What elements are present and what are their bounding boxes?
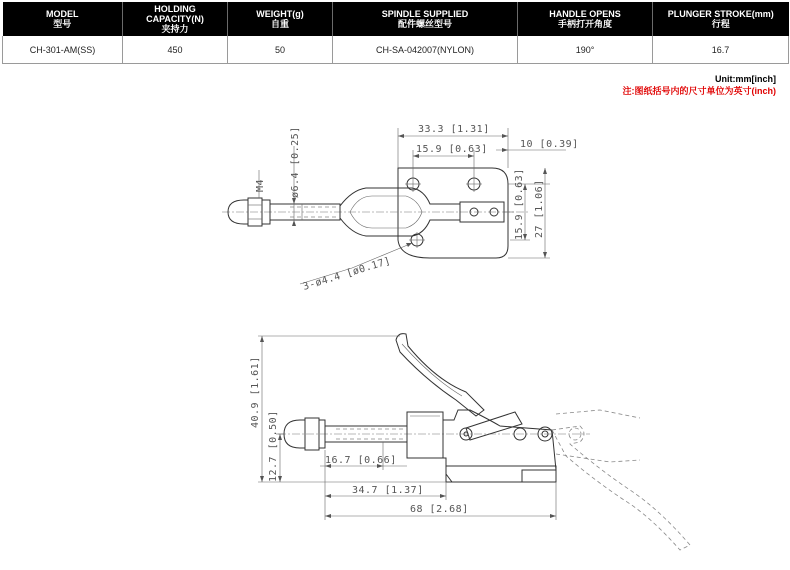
side-handle-open [552, 426, 690, 550]
header-model: MODEL 型号 [3, 2, 123, 36]
side-base [446, 466, 556, 482]
header-handle-opens: HANDLE OPENS 手柄打开角度 [518, 2, 653, 36]
dim-height-total: 27 [1.06] [534, 179, 545, 238]
cell-spindle: CH-SA-042007(NYLON) [333, 36, 518, 64]
header-plunger-stroke: PLUNGER STROKE(mm) 行程 [653, 2, 789, 36]
side-handle [396, 334, 484, 416]
side-link [466, 412, 522, 440]
unit-note-cn: 注:图纸括号内的尺寸单位为英寸(inch) [622, 86, 776, 96]
top-view [222, 124, 579, 293]
dim-rod-dia: ø6.4 [0.25] [290, 126, 301, 198]
cell-handle-opens: 190° [518, 36, 653, 64]
dim-side-overall-length: 68 [2.68] [410, 504, 469, 515]
unit-line: Unit:mm[inch] [715, 74, 776, 84]
cell-model: CH-301-AM(SS) [3, 36, 123, 64]
header-holding-capacity: HOLDING CAPACITY(N) 夹持力 [123, 2, 228, 36]
dim-end-offset: 10 [0.39] [520, 139, 579, 150]
dim-holes: 3-ø4.4 [ø0.17] [301, 255, 393, 293]
dim-side-stroke: 16.7 [0.66] [325, 455, 397, 466]
side-guide [407, 412, 443, 458]
dim-height-inner: 15.9 [0.63] [514, 168, 525, 240]
cell-holding-capacity: 450 [123, 36, 228, 64]
header-spindle: SPINDLE SUPPLIED 配件螺丝型号 [333, 2, 518, 36]
cell-weight: 50 [228, 36, 333, 64]
dim-side-body-length: 34.7 [1.37] [352, 485, 424, 496]
dim-side-height: 40.9 [1.61] [250, 356, 261, 428]
side-view [250, 334, 690, 550]
dim-hole-spacing: 15.9 [0.63] [416, 144, 488, 155]
side-body [443, 410, 556, 482]
top-base-plate [398, 168, 508, 258]
dim-overall-width: 33.3 [1.31] [418, 124, 490, 135]
cell-plunger-stroke: 16.7 [653, 36, 789, 64]
dim-thread: M4 [255, 178, 266, 192]
header-weight: WEIGHT(g) 自重 [228, 2, 333, 36]
dim-side-base-height: 12.7 [0.50] [268, 410, 279, 482]
